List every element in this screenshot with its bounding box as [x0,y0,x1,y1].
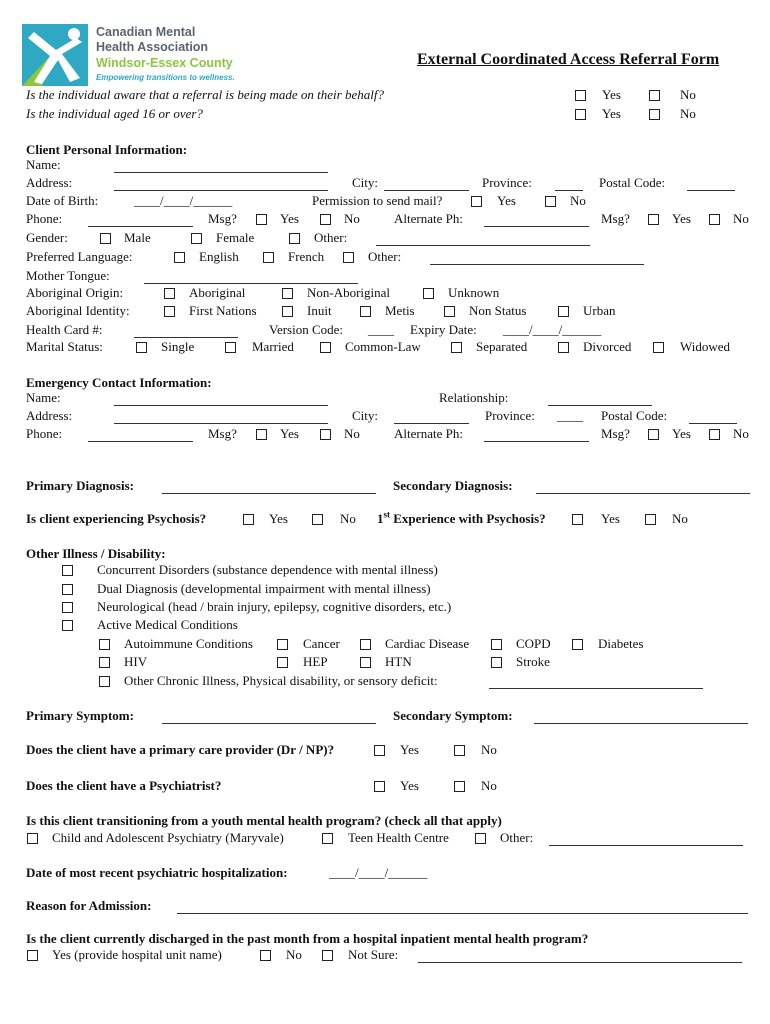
emergency-address-label: Address: [26,408,73,423]
illness-heading: Other Illness / Disability: [26,546,166,561]
emergency-msg-label: Msg? [208,426,237,441]
psychosis-yes-checkbox[interactable] [243,514,254,525]
psychiatrist-question: Does the client have a Psychiatrist? [26,778,222,793]
illness-medical-label: Active Medical Conditions [97,617,238,632]
client-msg-yes-label: Yes [280,211,299,226]
origin-aboriginal-checkbox[interactable] [164,288,175,299]
identity-inuit-checkbox[interactable] [282,306,293,317]
emergency-alt-msg-no-label: No [733,426,749,441]
other-chronic-field[interactable] [489,677,703,689]
emergency-alt-phone-label: Alternate Ph: [394,426,463,441]
illness-concurrent-checkbox[interactable] [62,565,73,576]
client-dob-label: Date of Birth: [26,193,99,208]
mother-tongue-label: Mother Tongue: [26,268,110,283]
client-msg-no-label: No [344,211,360,226]
psychiatrist-no-checkbox[interactable] [454,781,465,792]
client-alt-phone-field[interactable] [484,215,589,227]
client-name-label: Name: [26,157,61,172]
lang-english-checkbox[interactable] [174,252,185,263]
primary-care-no-checkbox[interactable] [454,745,465,756]
health-card-field[interactable] [134,326,238,338]
permission-no-label: No [570,193,586,208]
client-province-label: Province: [482,175,532,190]
discharged-not-sure-label: Not Sure: [348,947,399,962]
origin-non-aboriginal-label: Non-Aboriginal [307,285,391,300]
age-question: Is the individual aged 16 or over? [26,106,203,121]
gender-other-label: Other: [314,230,348,245]
emergency-alt-msg-yes-label: Yes [672,426,691,441]
age-yes-checkbox[interactable] [575,109,586,120]
marital-common-law-checkbox[interactable] [320,342,331,353]
emergency-province-label: Province: [485,408,535,423]
aware-yes-checkbox[interactable] [575,90,586,101]
youth-other-field[interactable] [549,834,743,846]
identity-urban-label: Urban [583,303,616,318]
emergency-msg-yes-label: Yes [280,426,299,441]
primary-care-question: Does the client have a primary care provider (Dr / NP)? [26,742,335,757]
marital-status-label: Marital Status: [26,339,103,354]
client-address-field[interactable] [114,179,328,191]
client-alt-msg-label: Msg? [601,211,630,226]
aware-no-label: No [680,87,696,102]
psychiatrist-yes-label: Yes [400,778,419,793]
copd-label: COPD [516,636,551,651]
client-alt-phone-label: Alternate Ph: [394,211,463,226]
autoimmune-checkbox[interactable] [99,639,110,650]
aware-no-checkbox[interactable] [649,90,660,101]
emergency-postal-field[interactable] [689,412,737,424]
emergency-city-label: City: [352,408,379,423]
marital-widowed-label: Widowed [680,339,731,354]
primary-symptom-label: Primary Symptom: [26,708,134,723]
identity-non-status-checkbox[interactable] [444,306,455,317]
gender-label: Gender: [26,230,68,245]
identity-first-nations-label: First Nations [189,303,257,318]
psychosis-question: Is client experiencing Psychosis? [26,511,207,526]
recent-hospitalization-label: Date of most recent psychiatric hospitalization: [26,865,288,880]
primary-care-yes-label: Yes [400,742,419,757]
secondary-symptom-field[interactable] [534,712,748,724]
marital-separated-checkbox[interactable] [451,342,462,353]
aboriginal-origin-label: Aboriginal Origin: [26,285,124,300]
cancer-checkbox[interactable] [277,639,288,650]
emergency-alt-phone-field[interactable] [484,430,589,442]
permission-no-checkbox[interactable] [545,196,556,207]
autoimmune-label: Autoimmune Conditions [124,636,253,651]
secondary-diagnosis-label: Secondary Diagnosis: [393,478,513,493]
youth-teen-checkbox[interactable] [322,833,333,844]
first-experience-no-label: No [672,511,688,526]
client-province-field[interactable] [555,179,583,191]
client-msg-no-checkbox[interactable] [320,214,331,225]
youth-other-label: Other: [500,830,534,845]
aware-question: Is the individual aware that a referral is being made on their behalf? [26,87,384,102]
permission-mail-label: Permission to send mail? [312,193,443,208]
marital-common-law-label: Common-Law [345,339,421,354]
client-msg-yes-checkbox[interactable] [256,214,267,225]
primary-care-no-label: No [481,742,497,757]
emergency-phone-field[interactable] [88,430,193,442]
discharged-question: Is the client currently discharged in the past month from a hospital inpatient mental health program? [26,931,589,946]
client-msg-label: Msg? [208,211,237,226]
lang-other-checkbox[interactable] [343,252,354,263]
reason-admission-label: Reason for Admission: [26,898,152,913]
marital-divorced-label: Divorced [583,339,632,354]
client-phone-label: Phone: [26,211,63,226]
identity-first-nations-checkbox[interactable] [164,306,175,317]
client-postal-label: Postal Code: [599,175,666,190]
illness-dual-label: Dual Diagnosis (developmental impairment with mental illness) [97,581,431,596]
discharged-no-checkbox[interactable] [260,950,271,961]
youth-child-checkbox[interactable] [27,833,38,844]
reason-admission-field[interactable] [177,902,748,914]
expiry-date-field[interactable]: ____/____/______ [503,322,602,337]
first-experience-yes-checkbox[interactable] [572,514,583,525]
discharged-not-sure-checkbox[interactable] [322,950,333,961]
emergency-city-field[interactable] [394,412,469,424]
primary-diagnosis-label: Primary Diagnosis: [26,478,134,493]
first-experience-no-checkbox[interactable] [645,514,656,525]
client-city-field[interactable] [384,179,469,191]
cancer-label: Cancer [303,636,340,651]
mother-tongue-field[interactable] [144,272,358,284]
discharged-no-label: No [286,947,302,962]
first-experience-yes-label: Yes [601,511,620,526]
health-card-label: Health Card #: [26,322,103,337]
aware-yes-label: Yes [602,87,621,102]
secondary-diagnosis-field[interactable] [536,482,750,494]
gender-female-checkbox[interactable] [191,233,202,244]
psychiatrist-no-label: No [481,778,497,793]
origin-aboriginal-label: Aboriginal [189,285,246,300]
emergency-msg-yes-checkbox[interactable] [256,429,267,440]
htn-checkbox[interactable] [360,657,371,668]
client-alt-msg-no-checkbox[interactable] [709,214,720,225]
age-no-checkbox[interactable] [649,109,660,120]
cardiac-label: Cardiac Disease [385,636,470,651]
illness-neurological-label: Neurological (head / brain injury, epilepsy, cognitive disorders, etc.) [97,599,452,614]
youth-child-label: Child and Adolescent Psychiatry (Maryvale) [52,830,284,845]
lang-french-checkbox[interactable] [263,252,274,263]
diabetes-label: Diabetes [598,636,644,651]
psychosis-no-checkbox[interactable] [312,514,323,525]
identity-metis-label: Metis [385,303,415,318]
hiv-checkbox[interactable] [99,657,110,668]
marital-single-checkbox[interactable] [136,342,147,353]
org-name-line1: Canadian Mental [96,25,196,39]
identity-metis-checkbox[interactable] [360,306,371,317]
emergency-relationship-field[interactable] [548,394,652,406]
emergency-msg-no-checkbox[interactable] [320,429,331,440]
emergency-relationship-label: Relationship: [439,390,509,405]
identity-urban-checkbox[interactable] [558,306,569,317]
psychosis-no-label: No [340,511,356,526]
client-name-field[interactable] [114,161,328,173]
lang-english-label: English [199,249,239,264]
discharged-unit-field[interactable] [418,951,742,963]
client-alt-msg-yes-label: Yes [672,211,691,226]
age-no-label: No [680,106,696,121]
client-address-label: Address: [26,175,73,190]
emergency-alt-msg-yes-checkbox[interactable] [648,429,659,440]
youth-question: Is this client transitioning from a youth mental health program? (check all that apply) [26,813,502,828]
identity-inuit-label: Inuit [307,303,332,318]
marital-single-label: Single [161,339,195,354]
emergency-postal-label: Postal Code: [601,408,668,423]
origin-unknown-label: Unknown [448,285,500,300]
emergency-alt-msg-no-checkbox[interactable] [709,429,720,440]
gender-other-field[interactable] [376,234,590,246]
client-alt-msg-no-label: No [733,211,749,226]
permission-yes-label: Yes [497,193,516,208]
permission-yes-checkbox[interactable] [471,196,482,207]
lang-french-label: French [288,249,325,264]
youth-teen-label: Teen Health Centre [348,830,449,845]
illness-medical-checkbox[interactable] [62,620,73,631]
aboriginal-identity-label: Aboriginal Identity: [26,303,130,318]
client-postal-field[interactable] [687,179,735,191]
emergency-province-field[interactable]: ____ [557,408,583,423]
age-yes-label: Yes [602,106,621,121]
emergency-address-field[interactable] [114,412,328,424]
psychosis-yes-label: Yes [269,511,288,526]
hep-checkbox[interactable] [277,657,288,668]
emergency-phone-label: Phone: [26,426,63,441]
cmha-logo [22,24,88,86]
other-chronic-label: Other Chronic Illness, Physical disability, or sensory deficit: [124,673,438,688]
lang-other-field[interactable] [430,253,644,265]
emergency-msg-no-label: No [344,426,360,441]
copd-checkbox[interactable] [491,639,502,650]
illness-dual-checkbox[interactable] [62,584,73,595]
gender-other-checkbox[interactable] [289,233,300,244]
client-heading: Client Personal Information: [26,142,188,157]
gender-male-label: Male [124,230,151,245]
gender-female-label: Female [216,230,255,245]
lang-other-label: Other: [368,249,402,264]
illness-neurological-checkbox[interactable] [62,602,73,613]
org-tagline: Empowering transitions to wellness. [96,73,235,82]
client-dob-field[interactable]: ____/____/______ [134,193,233,208]
primary-symptom-field[interactable] [162,712,376,724]
primary-care-yes-checkbox[interactable] [374,745,385,756]
htn-label: HTN [385,654,412,669]
identity-non-status-label: Non Status [469,303,527,318]
primary-diagnosis-field[interactable] [162,482,376,494]
client-city-label: City: [352,175,379,190]
client-alt-msg-yes-checkbox[interactable] [648,214,659,225]
version-code-field[interactable]: ____ [368,322,394,337]
diabetes-checkbox[interactable] [572,639,583,650]
marital-separated-label: Separated [476,339,528,354]
org-name-line2: Health Association [96,40,209,54]
youth-other-checkbox[interactable] [475,833,486,844]
stroke-checkbox[interactable] [491,657,502,668]
emergency-heading: Emergency Contact Information: [26,375,212,390]
hiv-label: HIV [124,654,148,669]
marital-divorced-checkbox[interactable] [558,342,569,353]
recent-hospitalization-field[interactable]: ____/____/______ [329,865,428,880]
client-phone-field[interactable] [88,215,193,227]
pref-lang-label: Preferred Language: [26,249,133,264]
psychiatrist-yes-checkbox[interactable] [374,781,385,792]
emergency-name-field[interactable] [114,394,328,406]
marital-widowed-checkbox[interactable] [653,342,664,353]
hep-label: HEP [303,654,328,669]
other-chronic-checkbox[interactable] [99,676,110,687]
emergency-name-label: Name: [26,390,61,405]
org-branch: Windsor-Essex County [96,56,233,70]
version-code-label: Version Code: [269,322,344,337]
first-experience-question: 1st Experience with Psychosis? [377,509,546,526]
origin-unknown-checkbox[interactable] [423,288,434,299]
discharged-yes-label: Yes (provide hospital unit name) [52,947,222,962]
stroke-label: Stroke [516,654,550,669]
marital-married-checkbox[interactable] [225,342,236,353]
secondary-symptom-label: Secondary Symptom: [393,708,513,723]
form-title: External Coordinated Access Referral Form [417,51,720,68]
expiry-date-label: Expiry Date: [410,322,477,337]
emergency-alt-msg-label: Msg? [601,426,630,441]
marital-married-label: Married [252,339,294,354]
origin-non-aboriginal-checkbox[interactable] [282,288,293,299]
discharged-yes-checkbox[interactable] [27,950,38,961]
illness-concurrent-label: Concurrent Disorders (substance dependence with mental illness) [97,562,438,577]
gender-male-checkbox[interactable] [100,233,111,244]
cardiac-checkbox[interactable] [360,639,371,650]
